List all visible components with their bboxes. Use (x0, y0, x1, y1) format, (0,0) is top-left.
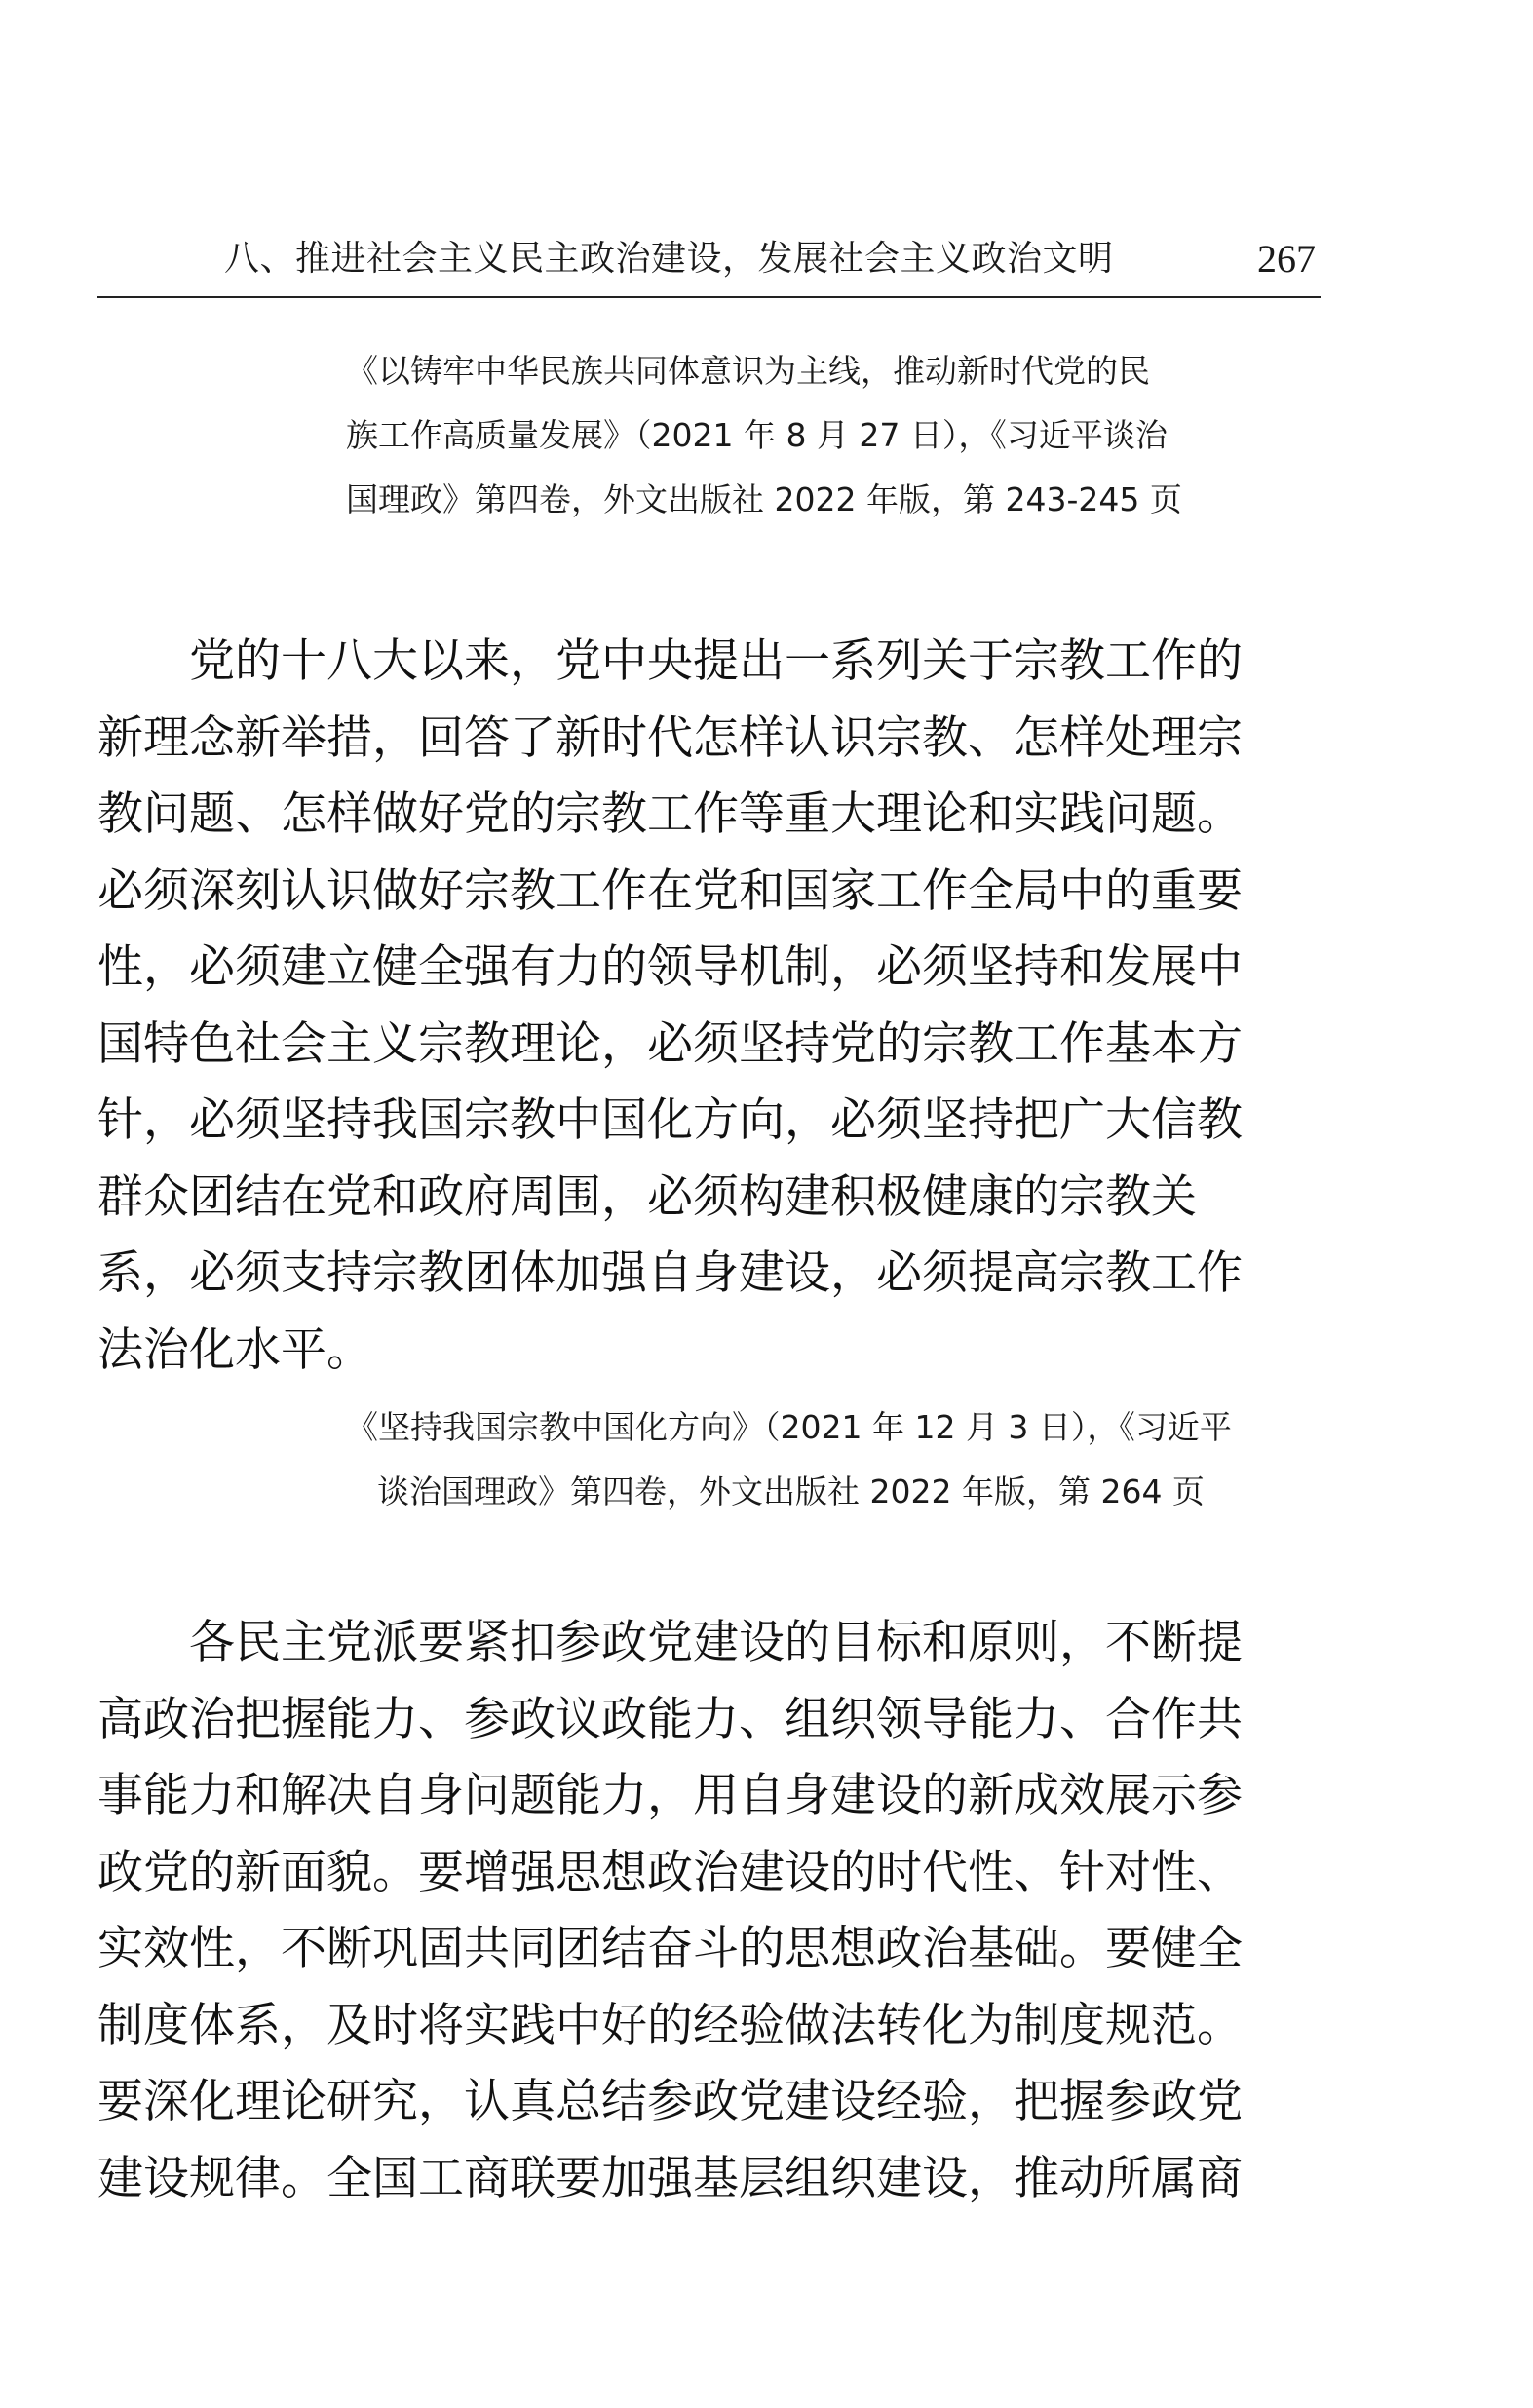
citation-line: 谈治国理政》第四卷，外文出版社 2022 年版，第 264 页 (377, 1472, 1205, 1510)
quote-paragraph-democratic-parties (97, 1605, 1355, 2217)
paragraph-line: 制度体系，及时将实践中好的经验做法转化为制度规范。 (97, 1998, 1243, 2052)
header-rule (97, 296, 1321, 298)
paragraph-line: 政党的新面貌。要增强思想政治建设的时代性、针对性、 (97, 1845, 1243, 1899)
paragraph-line: 实效性，不断巩固共同团结奋斗的思想政治基础。要健全 (97, 1922, 1243, 1975)
chapter-title: 八、推进社会主义民主政治建设，发展社会主义政治文明 (224, 239, 1114, 279)
paragraph-line: 系，必须支持宗教团体加强自身建设，必须提高宗教工作 (97, 1246, 1243, 1300)
citation-line: 《以铸牢中华民族共同体意识为主线，推动新时代党的民 (346, 352, 1150, 390)
paragraph-line: 法治化水平。 (97, 1322, 372, 1377)
citation-source-2 (346, 1395, 1232, 1524)
paragraph-line: 高政治把握能力、参政议政能力、组织领导能力、合作共 (97, 1692, 1243, 1746)
citation-line: 《坚持我国宗教中国化方向》（2021 年 12 月 3 日），《习近平 (346, 1408, 1232, 1446)
citation-source-1 (346, 339, 1182, 532)
paragraph-line: 建设规律。全国工商联要加强基层组织建设，推动所属商 (97, 2151, 1243, 2205)
paragraph-line: 教问题、怎样做好党的宗教工作等重大理论和实践问题。 (97, 787, 1243, 841)
paragraph-line: 性，必须建立健全强有力的领导机制，必须坚持和发展中 (97, 940, 1243, 994)
paragraph-line: 各民主党派要紧扣参政党建设的目标和原则，不断提 (97, 1616, 1243, 1669)
citation-line: 国理政》第四卷，外文出版社 2022 年版，第 243-245 页 (346, 480, 1182, 518)
citation-line: 族工作高质量发展》（2021 年 8 月 27 日），《习近平谈治 (346, 416, 1168, 454)
page-number: 267 (1257, 237, 1316, 281)
paragraph-line: 群众团结在党和政府周围，必须构建积极健康的宗教关 (97, 1169, 1197, 1224)
paragraph-line: 事能力和解决自身问题能力，用自身建设的新成效展示参 (97, 1769, 1243, 1822)
paragraph-line: 国特色社会主义宗教理论，必须坚持党的宗教工作基本方 (97, 1016, 1243, 1071)
paragraph-line: 针，必须坚持我国宗教中国化方向，必须坚持把广大信教 (97, 1093, 1243, 1147)
paragraph-line: 要深化理论研究，认真总结参政党建设经验，把握参政党 (97, 2075, 1243, 2128)
paragraph-line: 党的十八大以来，党中央提出一系列关于宗教工作的 (97, 634, 1243, 688)
running-header (97, 230, 1321, 288)
paragraph-line: 新理念新举措，回答了新时代怎样认识宗教、怎样处理宗 (97, 710, 1243, 765)
quote-paragraph-religion (97, 624, 1355, 1389)
paragraph-line: 必须深刻认识做好宗教工作在党和国家工作全局中的重要 (97, 863, 1243, 918)
